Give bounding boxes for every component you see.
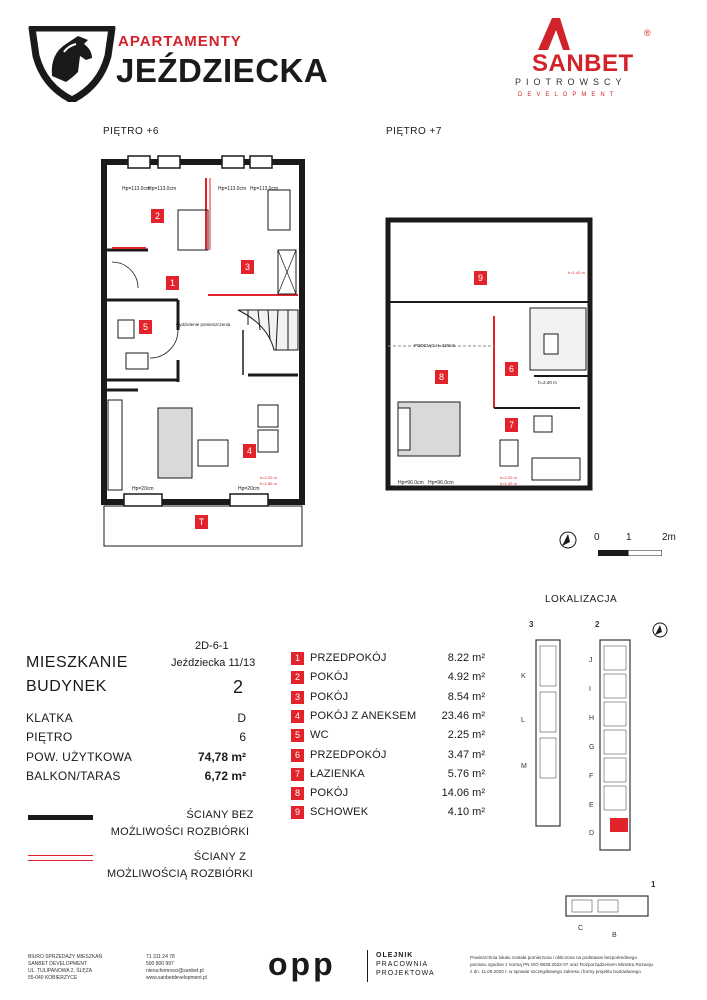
room-tag-6: 6 — [505, 362, 518, 376]
office-line: SANBET DEVELOPMENT — [28, 961, 88, 967]
room-tag-1: 1 — [166, 276, 179, 290]
room-tag-terrace: T — [195, 515, 208, 529]
web-link[interactable]: www.sanbetdevelopment.pl — [146, 975, 207, 981]
phone-1: 71 311 24 78 — [146, 954, 175, 960]
room-row — [291, 748, 491, 764]
room-row — [291, 786, 491, 802]
developer-sub1: PIOTROWSCY — [515, 77, 627, 87]
unit-code: 2D-6-1 — [195, 640, 229, 652]
room-area: 14.06 m² — [441, 787, 485, 800]
legend-b-line2: MOŻLIWOŚCIĄ ROZBIÓRKI — [107, 868, 253, 880]
room-name: POKÓJ — [310, 787, 349, 800]
section-label-f: F — [589, 773, 594, 780]
developer-sub2: DEVELOPMENT — [518, 92, 619, 98]
office-line: UL. TULIPANOWA 2, ŚLĘZA — [28, 968, 93, 974]
room-name: PRZEDPOKÓJ — [310, 748, 387, 761]
hp-label: Hp=96.0cm — [398, 480, 424, 486]
balkon-label: BALKON/TARAS — [26, 769, 121, 783]
brand-line1: APARTAMENTY — [118, 33, 242, 50]
section-label-k: K — [521, 673, 526, 680]
room-name: ŁAZIENKA — [310, 767, 365, 780]
klatka-label: KLATKA — [26, 711, 73, 725]
lokalizacja-title: LOKALIZACJA — [545, 594, 618, 605]
room-area: 4.92 m² — [447, 671, 485, 684]
section-label-m: M — [521, 763, 527, 770]
hp-label: Hp=113.0cm — [218, 186, 247, 192]
area-note — [470, 954, 702, 975]
section-label-h: H — [589, 715, 595, 722]
pietro-value: 6 — [239, 730, 246, 744]
room-area: 3.47 m² — [447, 748, 485, 761]
h-label: h=1.40 m — [568, 270, 585, 275]
mieszkanie-label: MIESZKANIE — [26, 654, 128, 671]
building-2-label: 2 — [595, 620, 600, 629]
legend-solid-line — [28, 815, 93, 820]
room-row — [291, 709, 491, 725]
registered-mark: ® — [644, 28, 651, 38]
room-tag-9: 9 — [474, 271, 487, 285]
room-name: WC — [310, 729, 329, 742]
note-line: pomiaru zgodnie z normą PN ISO 9836:2022-07 oraz Rozporządzeniem Ministra Rozwoju — [470, 962, 654, 967]
scale-bar — [598, 543, 662, 549]
section-label-i: I — [589, 686, 591, 693]
office-line: BIURO SPRZEDAŻY MIESZKAŃ — [28, 954, 103, 960]
unit-address: Jeździecka 11/13 — [171, 657, 256, 669]
room-name: POKÓJ — [310, 671, 349, 684]
room-tag-7: 7 — [505, 418, 518, 432]
room-number-badge: 1 — [291, 652, 304, 665]
room-row — [291, 651, 491, 667]
room-area: 4.10 m² — [447, 806, 485, 819]
room-number-badge: 7 — [291, 768, 304, 781]
room-tag-3: 3 — [241, 260, 254, 274]
hp-label: Hp=113.0cm — [122, 186, 151, 192]
building-1-label: 1 — [651, 880, 656, 889]
legend-red-line — [28, 855, 93, 861]
room-tag-4: 4 — [243, 444, 256, 458]
wydzielenie-label: wydzielenie pomieszczenia — [176, 322, 231, 327]
brand-logo — [28, 26, 116, 102]
room-number-badge: 4 — [291, 710, 304, 723]
note-line: Powierzchnia lokalu została pomierzona i obliczona na podstawie bezpośredniego — [470, 955, 638, 960]
pow-label: POW. UŻYTKOWA — [26, 750, 133, 764]
room-area: 23.46 m² — [441, 709, 485, 722]
opp-divider — [367, 950, 368, 982]
room-number-badge: 3 — [291, 691, 304, 704]
room-number-badge: 5 — [291, 729, 304, 742]
location-map — [530, 632, 660, 872]
room-number-badge: 2 — [291, 671, 304, 684]
h-label: h=2.40 m — [538, 380, 557, 385]
building-1-map — [562, 892, 652, 922]
budynek-value: 2 — [233, 677, 244, 697]
room-name: SCHOWEK — [310, 806, 369, 819]
room-row — [291, 670, 491, 686]
h-label: h=2.20 m — [500, 475, 517, 480]
room-area: 8.54 m² — [447, 690, 485, 703]
opp-line: PROJEKTOWA — [376, 970, 435, 977]
north-arrow-icon — [558, 530, 578, 555]
opp-text — [376, 951, 435, 978]
email-link[interactable]: nieruchomosci@sanbet.pl — [146, 968, 204, 974]
scale-label-1: 1 — [626, 532, 632, 543]
podciag-label: PODCIĄG H=220cm — [414, 343, 456, 348]
sanbet-arrow-icon — [530, 14, 650, 54]
building-3-label: 3 — [529, 620, 534, 629]
room-area: 2.25 m² — [447, 729, 485, 742]
room-area: 8.22 m² — [447, 652, 485, 664]
pietro-label: PIĘTRO — [26, 730, 73, 744]
room-tag-5: 5 — [139, 320, 152, 334]
h-label: h=2.20 m — [260, 475, 277, 480]
note-line: z dn. 11.09.2020 r. w sprawie szczegółowego zakresu i formy projektu budowlanego. — [470, 969, 643, 974]
section-label-e: E — [589, 802, 594, 809]
h-label: h=1.40 m — [500, 481, 517, 486]
legend-b-line1: ŚCIANY Z — [193, 851, 247, 863]
room-name: POKÓJ Z ANEKSEM — [310, 709, 417, 722]
section-label-j: J — [589, 657, 593, 664]
room-tag-2: 2 — [151, 209, 164, 223]
hp-label: Hp=113.0cm — [148, 186, 177, 192]
room-row — [291, 767, 491, 783]
horse-shield-icon — [28, 26, 116, 102]
floor-plan-7 — [384, 216, 594, 496]
room-row — [291, 690, 491, 706]
hp-label: Hp=20cm — [132, 486, 154, 492]
hp-label: Hp=113.0cm — [250, 186, 279, 192]
scale-label-2: 2m — [662, 532, 676, 543]
room-row — [291, 805, 491, 821]
section-label-l: L — [521, 717, 525, 724]
balkon-value: 6,72 m² — [204, 769, 246, 783]
hp-label: Hp=20cm — [238, 486, 260, 492]
phone-2: 500 800 997 — [146, 961, 174, 967]
room-area: 5.76 m² — [447, 767, 485, 780]
room-name: POKÓJ — [310, 690, 349, 703]
section-label-d: D — [589, 830, 595, 837]
opp-logo: opp — [268, 946, 336, 982]
brand-line2: JEŹDZIECKA — [116, 52, 329, 89]
budynek-label: BUDYNEK — [26, 678, 107, 695]
floor-label-left: PIĘTRO +6 — [103, 126, 159, 137]
section-label-g: G — [589, 744, 595, 751]
room-row — [291, 728, 491, 744]
office-line: 55-040 KOBIERZYCE — [28, 975, 78, 981]
floor-plan-6 — [98, 150, 313, 550]
room-tag-8: 8 — [435, 370, 448, 384]
scale-label-0: 0 — [594, 532, 600, 543]
hp-label: Hp=96.0cm — [428, 480, 454, 486]
floor-label-right: PIĘTRO +7 — [386, 126, 442, 137]
section-label-b: B — [612, 932, 617, 939]
room-number-badge: 9 — [291, 806, 304, 819]
contact-info — [146, 954, 256, 982]
developer-name: SANBET — [532, 50, 634, 77]
room-name: PRZEDPOKÓJ — [310, 652, 387, 664]
h-label: h=1.80 m — [260, 481, 277, 486]
legend-a-line2: MOŻLIWOŚCI ROZBIÓRKI — [110, 826, 250, 838]
section-label-c: C — [578, 925, 584, 932]
room-number-badge: 8 — [291, 787, 304, 800]
office-info — [28, 954, 148, 982]
opp-line: OLEJNIK — [376, 952, 414, 959]
pow-value: 74,78 m² — [197, 750, 246, 764]
opp-line: PRACOWNIA — [376, 961, 429, 968]
sanbet-logo — [530, 14, 650, 54]
legend-a-line1: ŚCIANY BEZ — [186, 809, 254, 821]
room-number-badge: 6 — [291, 749, 304, 762]
klatka-value: D — [237, 711, 246, 725]
